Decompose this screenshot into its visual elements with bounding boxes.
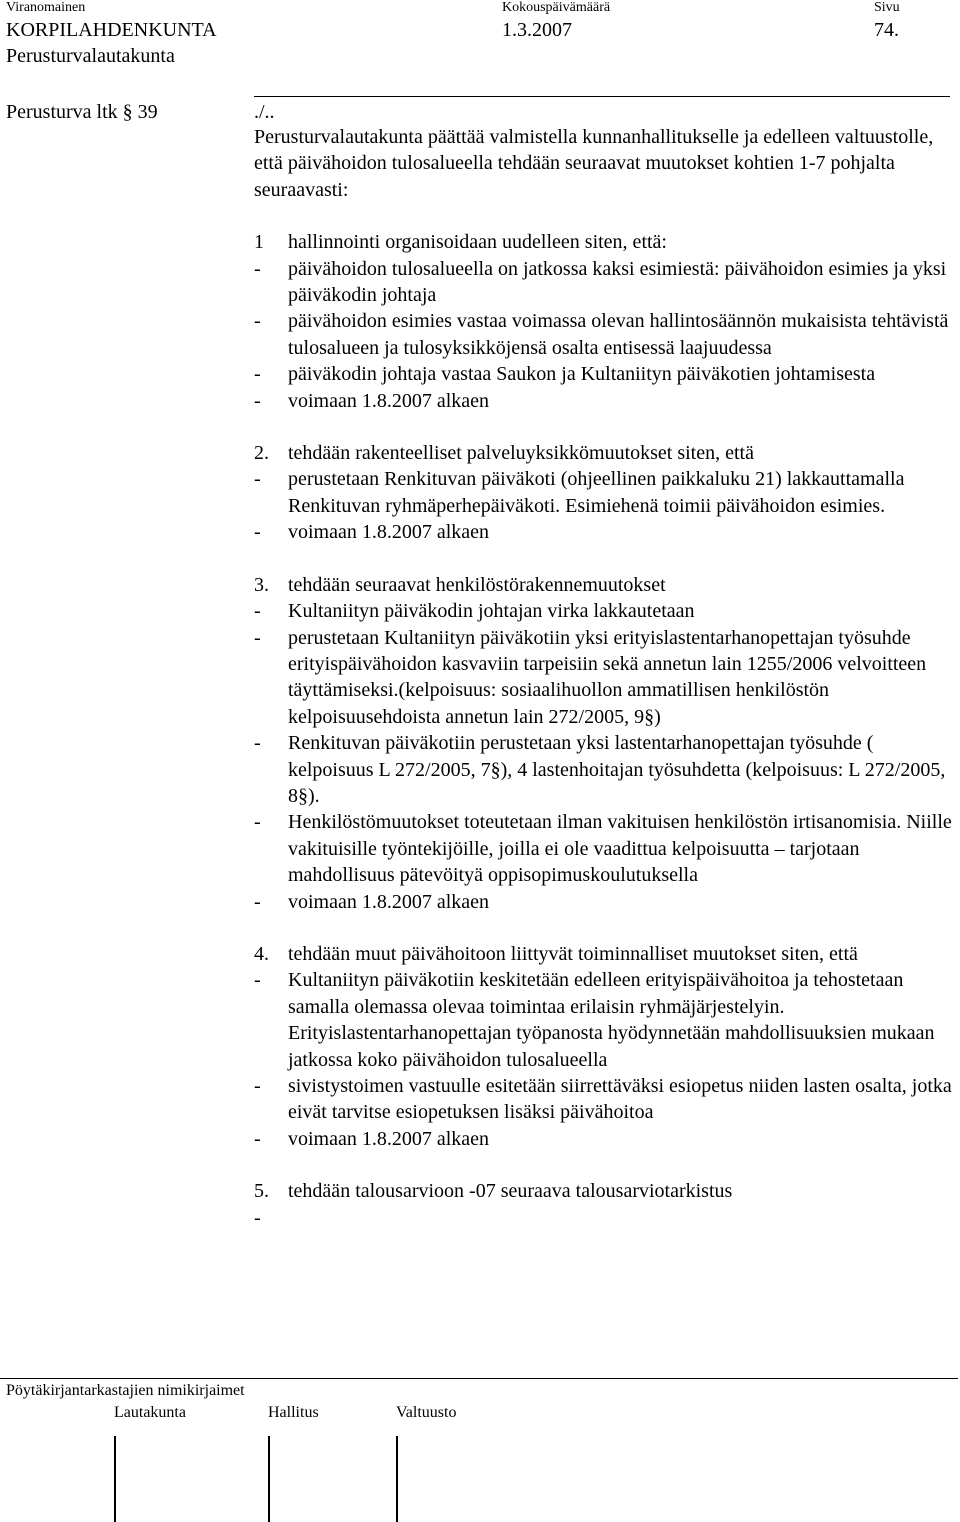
bullet-item: [254, 1073, 959, 1126]
bullet-dash: -: [254, 468, 261, 491]
document-body: [254, 124, 959, 1231]
bullet-text: päiväkodin johtaja vastaa Saukon ja Kultaniityn päiväkotien johtamisesta: [288, 363, 876, 386]
signature-col-lautakunta: Lautakunta: [114, 1404, 186, 1421]
bullet-item: [254, 625, 959, 731]
item-heading: [254, 440, 959, 466]
bullet-item: [254, 1205, 959, 1231]
item-number: 2.: [254, 442, 269, 465]
item-heading: [254, 1178, 959, 1204]
bullet-dash: -: [254, 732, 261, 755]
signature-col-valtuusto: Valtuusto: [396, 1404, 457, 1421]
bullet-item: [254, 889, 959, 915]
signature-line-lautakunta: [114, 1436, 116, 1522]
signature-line-hallitus: [268, 1436, 270, 1522]
bullet-dash: -: [254, 310, 261, 333]
bullet-text: voimaan 1.8.2007 alkaen: [288, 521, 490, 544]
bullet-text: päivähoidon esimies vastaa voimassa olevan hallintosäännön mukaisista tehtävistä tulosalueen ja tulosyksikköjensä osalta entisessä laajuudessa: [288, 310, 949, 359]
continuation-mark: ./..: [254, 101, 275, 123]
decision-item: [254, 229, 959, 414]
bullet-dash: -: [254, 1127, 261, 1150]
bullet-dash: -: [254, 626, 261, 649]
item-heading: [254, 572, 959, 598]
bullet-dash: -: [254, 521, 261, 544]
bullet-dash: -: [254, 1075, 261, 1097]
signature-title: Pöytäkirjantarkastajien nimikirjaimet: [6, 1382, 245, 1399]
bullet-text: päivähoidon tulosalueella on jatkossa kaksi esimiestä: päivähoidon esimies ja yksi päiväkodin johtaja: [288, 257, 947, 307]
bullet-item: [254, 730, 959, 809]
bullet-dash: -: [254, 811, 261, 834]
bullet-item: [254, 308, 959, 361]
bullet-item: [254, 256, 959, 309]
bullet-text: voimaan 1.8.2007 alkaen: [288, 1127, 490, 1150]
bullet-dash: -: [254, 969, 261, 992]
header-date: 1.3.2007: [502, 19, 572, 41]
item-heading: [254, 941, 959, 967]
bullet-dash: -: [254, 1206, 261, 1229]
decision-item: [254, 572, 959, 915]
decision-items: [254, 229, 959, 1231]
item-heading-text: tehdään rakenteelliset palveluyksikkömuutokset siten, että: [288, 442, 754, 465]
bullet-dash: -: [254, 389, 261, 412]
header-date-label: Kokouspäivämäärä: [502, 0, 611, 15]
header-page-label: Sivu: [874, 0, 900, 15]
item-number: 4.: [254, 942, 269, 965]
signature-line-valtuusto: [396, 1436, 398, 1522]
item-heading-text: hallinnointi organisoidaan uudelleen siten, että:: [288, 231, 667, 254]
bullet-dash: -: [254, 890, 261, 913]
bullet-text: voimaan 1.8.2007 alkaen: [288, 389, 490, 412]
item-number: 1: [254, 231, 264, 254]
decision-item: [254, 941, 959, 1152]
item-heading-text: tehdään talousarvioon -07 seuraava talousarviotarkistus: [288, 1180, 733, 1203]
bullet-text: Henkilöstömuutokset toteutetaan ilman vakituisen henkilöstön irtisanomisia. Niille vakituisille työntekijöille, joilla ei ole vaadittua kelpoisuutta – tarjotaan mahdollisuus pätevöityä oppisopimuskoulutuksella: [288, 811, 952, 887]
item-heading-text: tehdään seuraavat henkilöstörakennemuutokset: [288, 573, 666, 596]
bullet-text: Renkituvan päiväkotiin perustetaan yksi lastentarhanopettajan työsuhde ( kelpoisuus L 272/2005, 7§), 4 lastenhoitajan työsuhdetta (kelpoisuus: L 272/2005, 8§).: [288, 732, 946, 807]
bullet-item: [254, 519, 959, 545]
bullet-text: Kultaniityn päiväkodin johtajan virka lakkautetaan: [288, 600, 695, 623]
bullet-text: perustetaan Renkituvan päiväkoti (ohjeellinen paikkaluku 21) lakkauttamalla Renkituvan ryhmäperhepäiväkoti. Esimiehenä toimii päivähoidon esimies.: [288, 468, 905, 517]
item-heading: [254, 229, 959, 255]
section-reference: Perusturva ltk § 39: [6, 101, 158, 123]
bullet-dash: -: [254, 363, 261, 386]
bullet-text: sivistystoimen vastuulle esitetään siirrettäväksi esiopetus niiden lasten osalta, jotka eivät tarvitse esiopetuksen lisäksi päivähoitoa: [288, 1075, 952, 1124]
bullet-text: Kultaniityn päiväkotiin keskitetään edelleen erityispäivähoitoa ja tehostetaan samalla olemassa olevaa toimintaa erilaisin ryhmäjärjestelyin. Erityislastentarhanopettajan työpanosta hyödynnetään mahdollisuuksien mukaan jatkossa koko päivähoidon tulosalueella: [288, 969, 935, 1071]
bullet-item: [254, 598, 959, 624]
decision-item: [254, 440, 959, 546]
bullet-item: [254, 466, 959, 519]
header-authority-label: Viranomainen: [6, 0, 86, 15]
bullet-item: [254, 361, 959, 387]
bullet-item: [254, 967, 959, 1073]
item-number: 3.: [254, 573, 269, 596]
footer-divider: [0, 1378, 958, 1379]
header-divider: [254, 96, 950, 97]
bullet-item: [254, 388, 959, 414]
item-heading-text: tehdään muut päivähoitoon liittyvät toiminnalliset muutokset siten, että: [288, 942, 858, 965]
bullet-text: voimaan 1.8.2007 alkaen: [288, 890, 490, 913]
header-unit: Perusturvalautakunta: [6, 45, 175, 67]
bullet-item: [254, 809, 959, 888]
bullet-dash: -: [254, 257, 261, 280]
bullet-text: perustetaan Kultaniityn päiväkotiin yksi erityislastentarhanopettajan työsuhde erityispäivähoidon kasvaviin tarpeisiin sekä annetun lain 1255/2006 velvoitteen täyttämiseksi.(kelpoisuus: sosiaalihuollon ammatillisen henkilöstön kelpoisuusehdoista annetun lain 272/2005, 9§): [288, 626, 927, 728]
item-number: 5.: [254, 1180, 269, 1203]
header-page-number: 74.: [874, 19, 899, 41]
bullet-item: [254, 1126, 959, 1152]
decision-item: [254, 1178, 959, 1231]
bullet-dash: -: [254, 600, 261, 623]
header-authority: KORPILAHDENKUNTA: [6, 19, 217, 41]
signature-col-hallitus: Hallitus: [268, 1404, 319, 1421]
intro-paragraph: Perusturvalautakunta päättää valmistella kunnanhallitukselle ja edelleen valtuustolle, että päivähoidon tulosalueella tehdään seuraavat muutokset kohtien 1-7 pohjalta seuraavasti:: [254, 126, 934, 201]
